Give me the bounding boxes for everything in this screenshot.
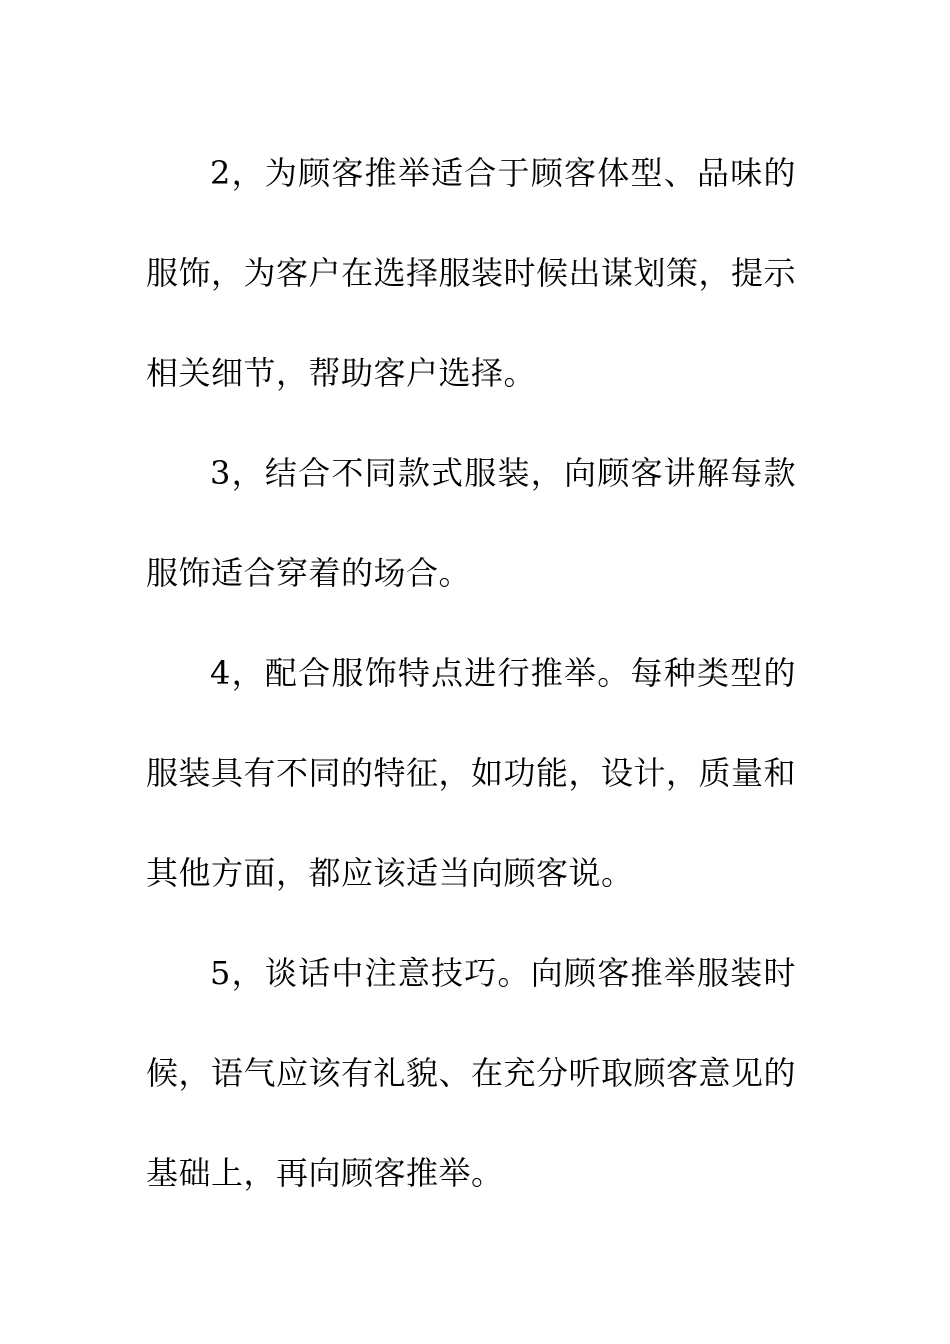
paragraph-item-5: 5，谈话中注意技巧。向顾客推举服装时候，语气应该有礼貌、在充分听取顾客意见的基础上，再向顾客推举。 xyxy=(146,954,797,1192)
paragraph-item-4: 4，配合服饰特点进行推举。每种类型的服装具有不同的特征，如功能，设计，质量和其他方面，都应该适当向顾客说。 xyxy=(146,654,797,892)
paragraph-item-3: 3，结合不同款式服装，向顾客讲解每款服饰适合穿着的场合。 xyxy=(146,454,796,592)
document-body xyxy=(146,123,796,1223)
paragraph-item-2: 2，为顾客推举适合于顾客体型、品味的服饰，为客户在选择服装时候出谋划策，提示相关细节，帮助客户选择。 xyxy=(146,154,797,392)
